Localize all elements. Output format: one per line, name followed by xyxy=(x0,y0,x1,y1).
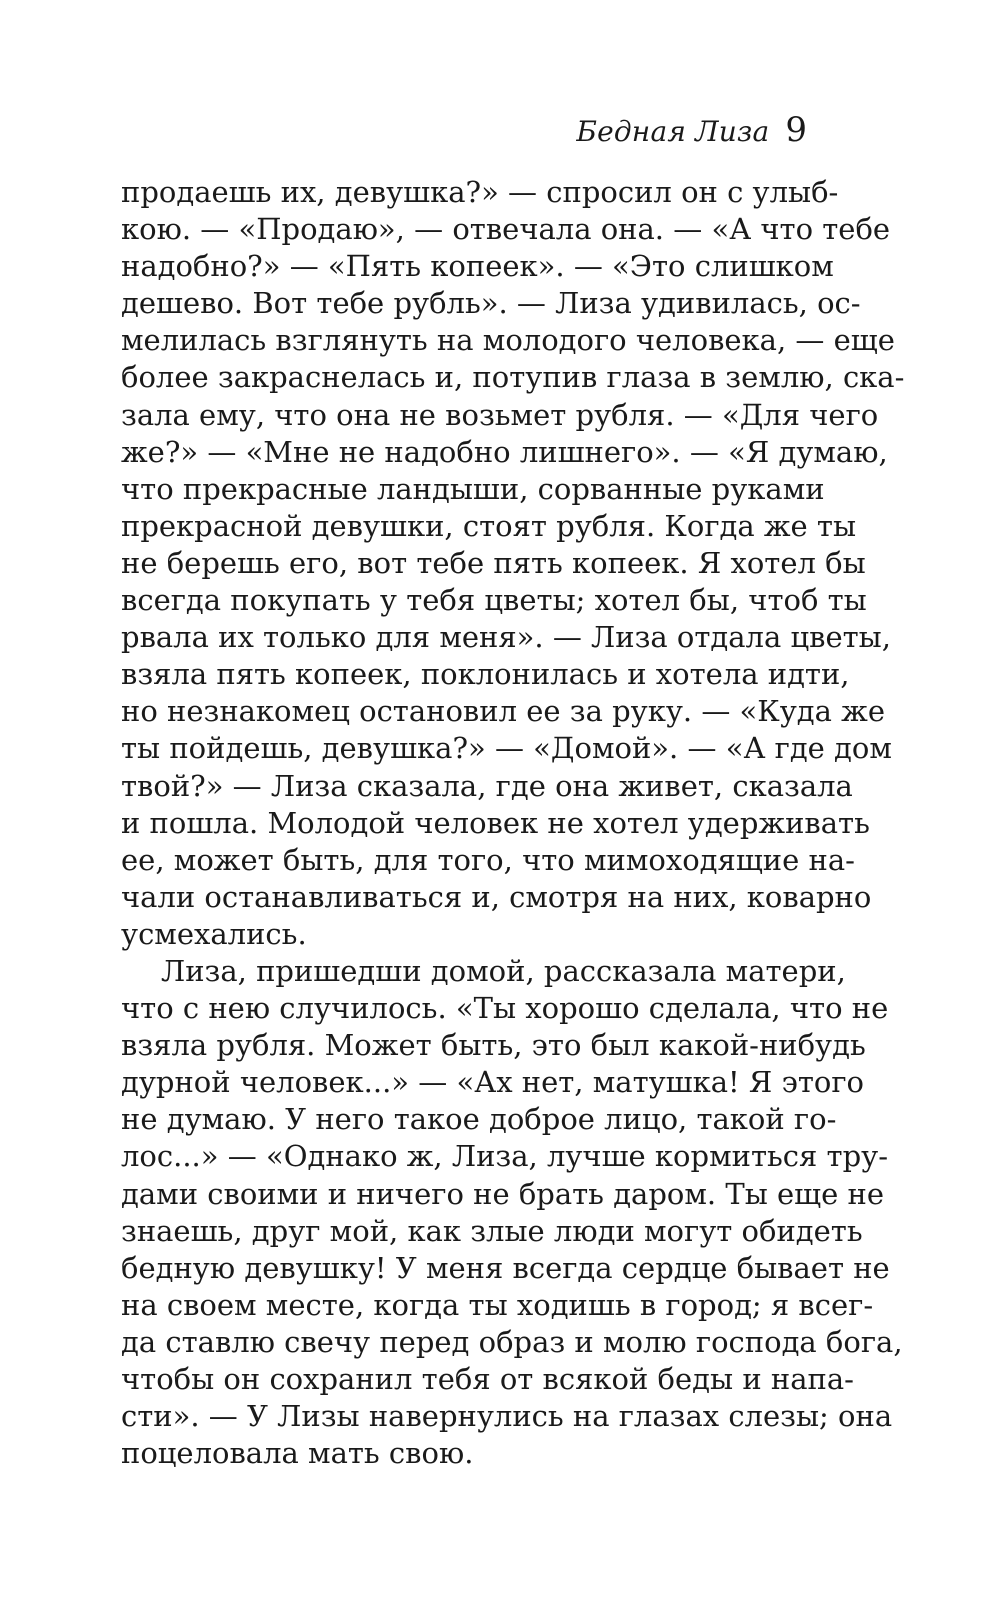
paragraph xyxy=(121,174,905,953)
text-line: что прекрасные ландыши, сорванные руками xyxy=(121,471,825,506)
text-line: рвала их только для меня». — Лиза отдала цветы, xyxy=(121,620,891,655)
running-head xyxy=(576,110,807,150)
text-line: прекрасной девушки, стоят рубля. Когда же ты xyxy=(121,508,857,543)
text-line: дешево. Вот тебе рубль». — Лиза удивилась, ос- xyxy=(121,286,861,321)
text-line: взяла рубля. Может быть, это был какой-нибудь xyxy=(121,1028,866,1063)
paragraph xyxy=(121,953,903,1472)
text-line: поцеловала мать свою. xyxy=(121,1436,474,1471)
text-line: дурной человек...» — «Ах нет, матушка! Я этого xyxy=(121,1065,864,1100)
text-line: твой?» — Лиза сказала, где она живет, сказала xyxy=(121,768,853,803)
body-text xyxy=(121,174,905,1472)
text-line: мелилась взглянуть на молодого человека, — еще xyxy=(121,323,895,358)
running-title: Бедная Лиза xyxy=(576,115,770,148)
text-line: что с нею случилось. «Ты хорошо сделала, что не xyxy=(121,991,889,1026)
text-line: зала ему, что она не возьмет рубля. — «Для чего xyxy=(121,397,879,432)
text-line: продаешь их, девушка?» — спросил он с улыб- xyxy=(121,175,839,209)
text-line: кою. — «Продаю», — отвечала она. — «А что тебе xyxy=(121,212,891,247)
text-line: усмехались. xyxy=(121,916,307,951)
text-line: ее, может быть, для того, что мимоходящие на- xyxy=(121,842,855,877)
text-line: Лиза, пришедши домой, рассказала матери, xyxy=(161,953,846,988)
text-line: бедную девушку! У меня всегда сердце бывает не xyxy=(121,1250,890,1285)
text-line: взяла пять копеек, поклонилась и хотела идти, xyxy=(121,657,850,692)
text-line: знаешь, друг мой, как злые люди могут обидеть xyxy=(121,1213,863,1248)
text-line: чали останавливаться и, смотря на них, коварно xyxy=(121,879,872,914)
text-line: более закраснелась и, потупив глаза в землю, ска- xyxy=(121,360,905,395)
text-line: лос...» — «Однако ж, Лиза, лучше кормиться тру- xyxy=(121,1139,889,1174)
text-line: на своем месте, когда ты ходишь в город; я всег- xyxy=(121,1287,874,1322)
text-line: не берешь его, вот тебе пять копеек. Я хотел бы xyxy=(121,545,866,580)
text-line: не думаю. У него такое доброе лицо, такой го- xyxy=(121,1102,837,1137)
text-line: надобно?» — «Пять копеек». — «Это слишком xyxy=(121,249,834,284)
text-line: же?» — «Мне не надобно лишнего». — «Я думаю, xyxy=(121,434,888,469)
text-line: ты пойдешь, девушка?» — «Домой». — «А где дом xyxy=(121,731,892,766)
text-line: сти». — У Лизы навернулись на глазах слезы; она xyxy=(121,1399,893,1434)
text-line: но незнакомец остановил ее за руку. — «Куда же xyxy=(121,694,886,729)
text-line: дами своими и ничего не брать даром. Ты еще не xyxy=(121,1176,884,1211)
page-number: 9 xyxy=(785,110,807,150)
text-line: чтобы он сохранил тебя от всякой беды и напа- xyxy=(121,1362,854,1396)
text-line: всегда покупать у тебя цветы; хотел бы, чтоб ты xyxy=(121,583,867,618)
text-line: и пошла. Молодой человек не хотел удерживать xyxy=(121,805,870,840)
text-line: да ставлю свечу перед образ и молю господа бога, xyxy=(121,1324,903,1359)
